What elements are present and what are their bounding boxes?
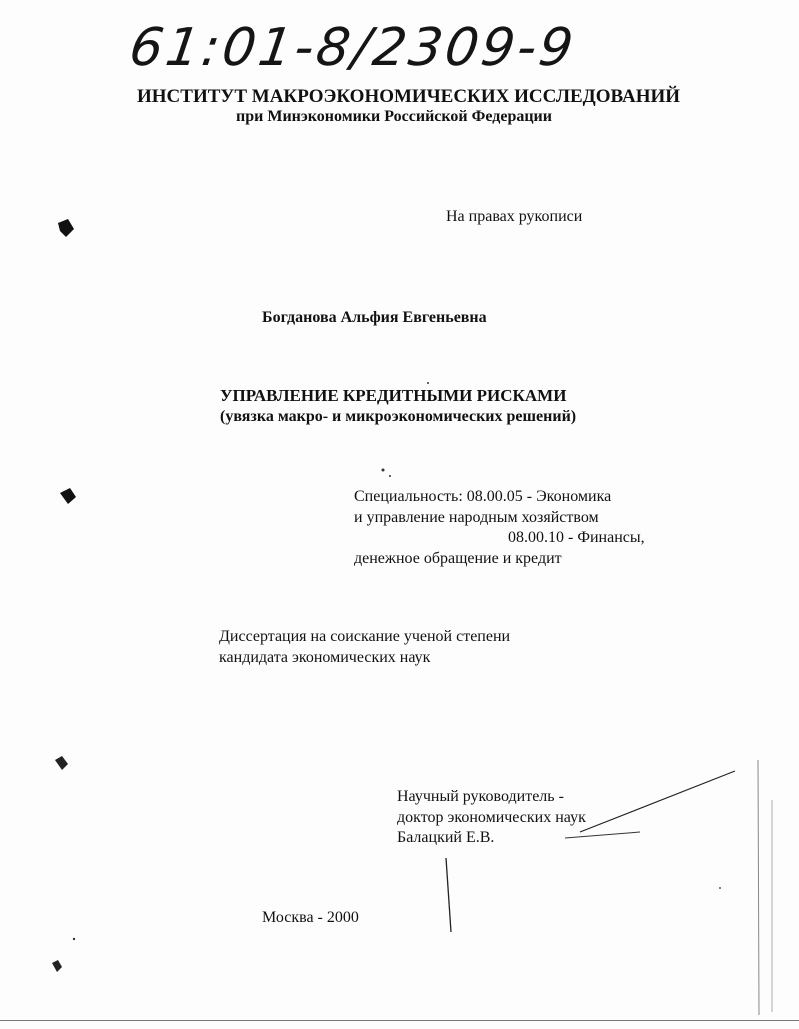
diagonal-pen-stroke [580, 771, 735, 832]
left-margin-blot-1 [58, 219, 74, 237]
specialty-line: Специальность: 08.00.05 - Экономика [354, 488, 612, 505]
degree-line: кандидата экономических наук [219, 648, 431, 666]
supervisor-line: доктор экономических наук [397, 808, 586, 826]
vertical-pen-stroke [446, 858, 451, 932]
manuscript-rights-note: На правах рукописи [446, 208, 583, 225]
left-margin-blot-4 [52, 960, 62, 972]
speck [73, 938, 75, 940]
dissertation-subtitle: (увязка макро- и микроэкономических решений) [220, 408, 577, 425]
speck [427, 382, 429, 384]
city-year: Москва - 2000 [262, 909, 359, 926]
left-margin-blot-3 [55, 756, 68, 770]
speck [719, 887, 721, 889]
supervisor-line: Балацкий Е.В. [397, 829, 495, 846]
specialty-line: и управление народным хозяйством [354, 508, 599, 526]
left-margin-blot-2 [60, 488, 76, 504]
degree-statement [219, 627, 510, 668]
speck [382, 469, 385, 472]
author-name: Богданова Альфия Евгеньевна [262, 309, 487, 326]
specialty-block [354, 487, 645, 569]
specialty-line: 08.00.10 - Финансы, [508, 529, 645, 546]
dissertation-title: УПРАВЛЕНИЕ КРЕДИТНЫМИ РИСКАМИ [220, 386, 567, 405]
handwritten-catalog-number: 61:01-8/2309-9 [125, 18, 580, 78]
specialty-line: денежное обращение и кредит [354, 549, 562, 567]
scan-bottom-edge [0, 1020, 799, 1021]
supervisor-block [397, 787, 586, 849]
degree-line: Диссертация на соискание ученой степени [219, 628, 511, 645]
institute-affiliation: при Минэкономики Российской Федерации [236, 108, 552, 125]
right-edge-line [758, 760, 759, 1015]
institute-name: ИНСТИТУТ МАКРОЭКОНОМИЧЕСКИХ ИССЛЕДОВАНИЙ [137, 86, 681, 107]
speck [389, 475, 391, 477]
supervisor-line: Научный руководитель - [397, 788, 564, 805]
